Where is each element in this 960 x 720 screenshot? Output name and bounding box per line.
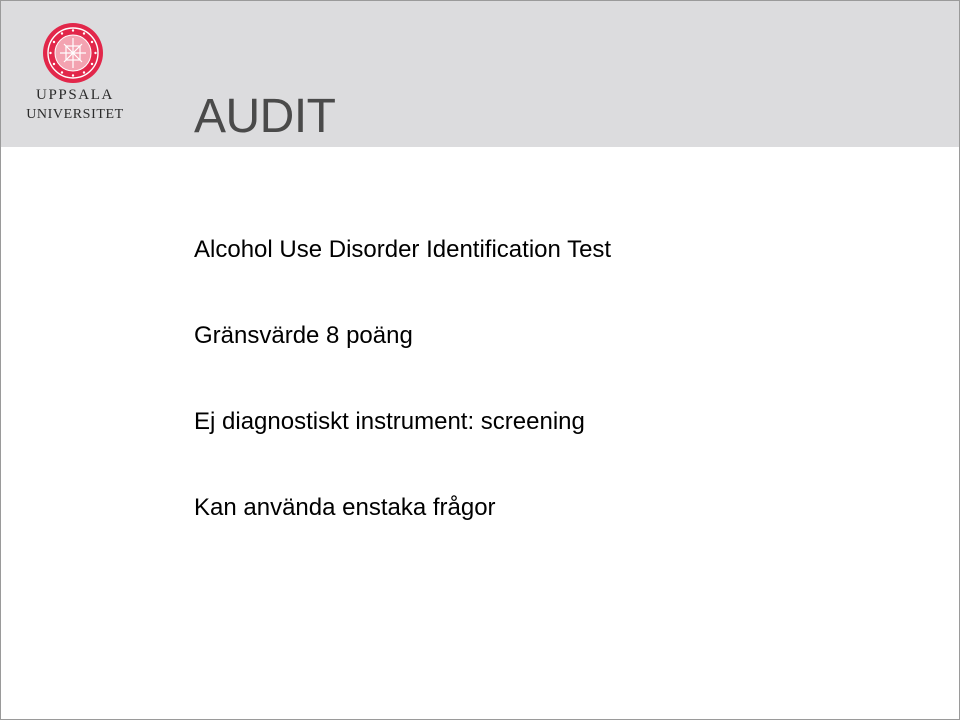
content-line-1: Alcohol Use Disorder Identification Test [194, 236, 612, 263]
content-line-2: Gränsvärde 8 poäng [194, 322, 413, 349]
slide-header [1, 1, 959, 147]
slide-title: AUDIT [194, 90, 336, 143]
university-seal-icon [42, 22, 104, 84]
logo-text-uppsala: UPPSALA [36, 87, 114, 103]
university-logo [21, 21, 129, 127]
content-line-4: Kan använda enstaka frågor [194, 494, 496, 521]
logo-text-universitet: UNIVERSITET [26, 107, 124, 122]
content-line-3: Ej diagnostiskt instrument: screening [194, 408, 585, 435]
